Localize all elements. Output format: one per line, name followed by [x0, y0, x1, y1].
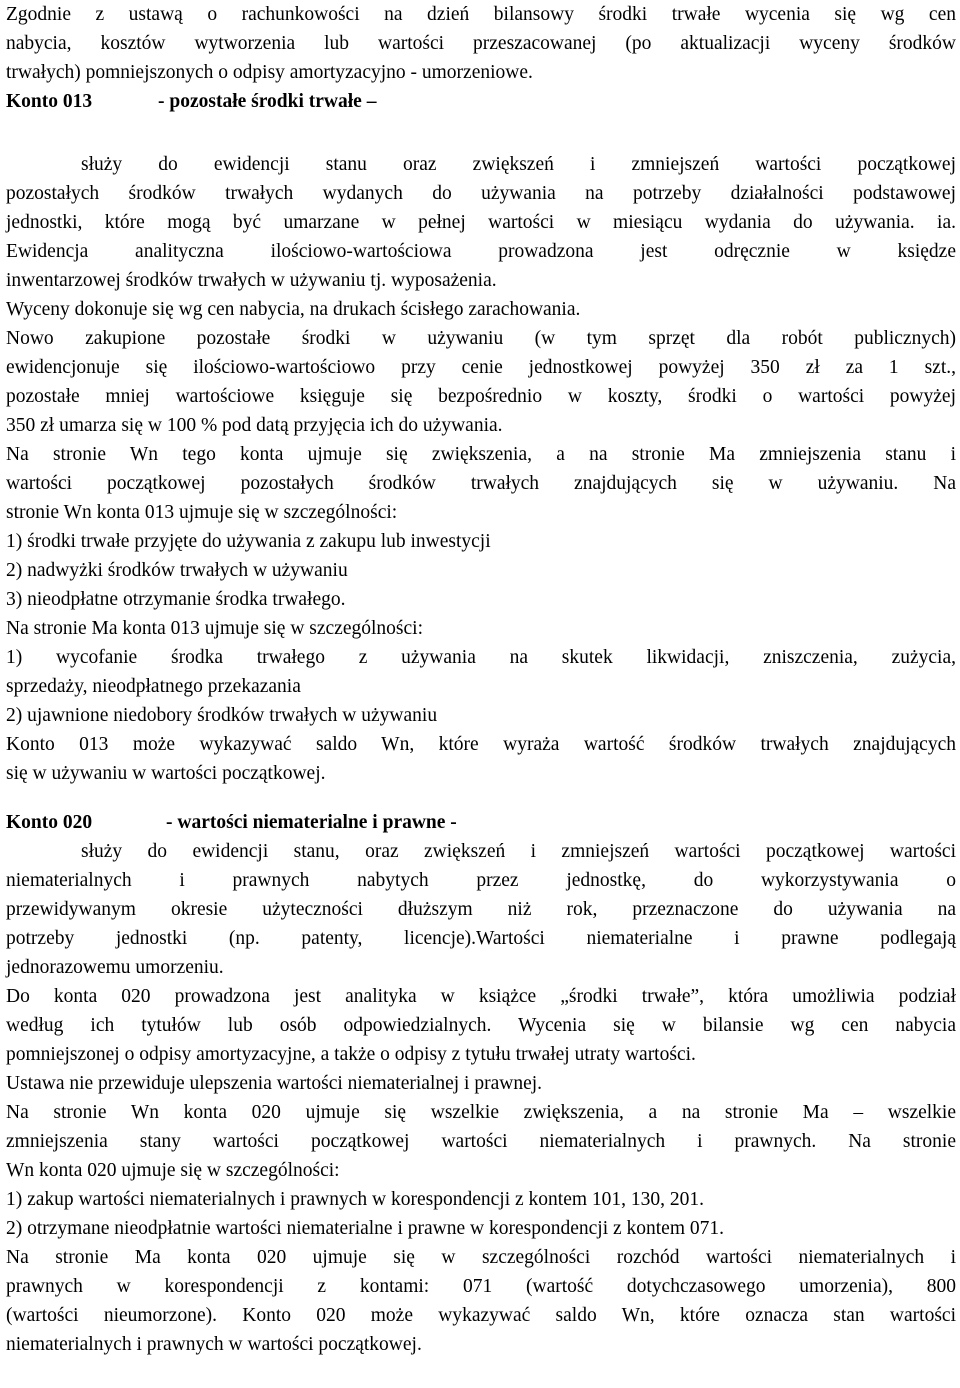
konto-020-number: Konto 020	[6, 812, 93, 833]
konto-013-title: - pozostałe środki trwałe –	[158, 91, 377, 112]
konto-020-line: prawnych w korespondencji z kontami: 071 (wartość dotychczasowego umorzenia), 800	[6, 1276, 956, 1297]
konto-020-line: jednorazowemu umorzeniu.	[6, 957, 224, 978]
document-page	[6, 0, 956, 1359]
konto-013-line: Na stronie Wn tego konta ujmuje się zwiększenia, a na stronie Ma zmniejszenia stanu i	[6, 444, 956, 465]
konto-013-line: sprzedaży, nieodpłatnego przekazania	[6, 676, 301, 697]
konto-020-line: Na stronie Wn konta 020 ujmuje się wszelkie zwiększenia, a na stronie Ma – wszelkie	[6, 1102, 956, 1123]
konto-020-line: Ustawa nie przewiduje ulepszenia wartości niematerialnej i prawnej.	[6, 1073, 543, 1094]
konto-020-title: - wartości niematerialne i prawne -	[166, 812, 457, 833]
intro-line: nabycia, kosztów wytworzenia lub wartości przeszacowanej (po aktualizacji wyceny środków	[6, 33, 956, 54]
konto-013-line: inwentarzowej środków trwałych w używaniu tj. wyposażenia.	[6, 270, 497, 291]
konto-013-line: 350 zł umarza się w 100 % pod datą przyjęcia ich do używania.	[6, 415, 503, 436]
konto-013-line: Nowo zakupione pozostałe środki w używaniu (w tym sprzęt dla robót publicznych)	[6, 328, 956, 349]
spacer	[6, 116, 956, 150]
konto-013-line: Na stronie Ma konta 013 ujmuje się w szczególności:	[6, 618, 423, 639]
konto-013-line: pozostałych środków trwałych wydanych do używania na potrzeby działalności podstawowej	[6, 183, 956, 204]
konto-013-list-item: 1) wycofanie środka trwałego z używania na skutek likwidacji, zniszczenia, zużycia,	[6, 647, 956, 668]
konto-020-line: Wn konta 020 ujmuje się w szczególności:	[6, 1160, 340, 1181]
konto-013-list-item: 3) nieodpłatne otrzymanie środka trwałego.	[6, 589, 346, 610]
konto-020-line: pomniejszonej o odpisy amortyzacyjne, a także o odpisy z tytułu trwałej utraty wartości.	[6, 1044, 696, 1065]
konto-020-heading	[6, 808, 956, 837]
konto-020-list-item: 2) otrzymane nieodpłatnie wartości niematerialne i prawne w korespondencji z kontem 071.	[6, 1218, 725, 1239]
konto-020-line: potrzeby jednostki (np. patenty, licencje).Wartości niematerialne i prawne podlegają	[6, 928, 956, 949]
konto-013-line: się w używaniu w wartości początkowej.	[6, 763, 326, 784]
konto-013-heading	[6, 87, 956, 116]
konto-013-list-item: 1) środki trwałe przyjęte do używania z zakupu lub inwestycji	[6, 531, 491, 552]
intro-line: Zgodnie z ustawą o rachunkowości na dzień bilansowy środki trwałe wycenia się wg cen	[6, 4, 956, 25]
konto-013-number: Konto 013	[6, 91, 93, 112]
konto-013-line: wartości początkowej pozostałych środków trwałych znajdujących się w używaniu. Na	[6, 473, 956, 494]
konto-020-line: niematerialnych i prawnych nabytych przez jednostkę, do wykorzystywania o	[6, 870, 956, 891]
konto-020-line: niematerialnych i prawnych w wartości początkowej.	[6, 1334, 422, 1355]
konto-013-line: pozostałe mniej wartościowe księguje się bezpośrednio w koszty, środki o wartości powyżej	[6, 386, 956, 407]
konto-020-line: Na stronie Ma konta 020 ujmuje się w szczególności rozchód wartości niematerialnych i	[6, 1247, 956, 1268]
konto-020-line: Do konta 020 prowadzona jest analityka w książce „środki trwałe”, która umożliwia podział	[6, 986, 956, 1007]
konto-013-list-item: 2) nadwyżki środków trwałych w używaniu	[6, 560, 348, 581]
konto-020-line: według ich tytułów lub osób odpowiedzialnych. Wycenia się w bilansie wg cen nabycia	[6, 1015, 956, 1036]
konto-013-line: ewidencjonuje się ilościowo-wartościowo przy cenie jednostkowej powyżej 350 zł za 1 szt.,	[6, 357, 956, 378]
konto-020-line: zmniejszenia stany wartości początkowej wartości niematerialnych i prawnych. Na stronie	[6, 1131, 956, 1152]
konto-013-line: Ewidencja analityczna ilościowo-wartościowa prowadzona jest odręcznie w księdze	[6, 241, 956, 262]
konto-013-line: stronie Wn konta 013 ujmuje się w szczególności:	[6, 502, 398, 523]
spacer	[6, 788, 956, 808]
konto-020-line: przewidywanym okresie użyteczności dłuższym niż rok, przeznaczone do używania na	[6, 899, 956, 920]
konto-020-line: służy do ewidencji stanu, oraz zwiększeń i zmniejszeń wartości początkowej wartości	[81, 841, 956, 862]
konto-013-line: jednostki, które mogą być umarzane w pełnej wartości w miesiącu wydania do używania. ia.	[6, 212, 956, 233]
konto-020-list-item: 1) zakup wartości niematerialnych i prawnych w korespondencji z kontem 101, 130, 201.	[6, 1189, 705, 1210]
konto-013-line: Konto 013 może wykazywać saldo Wn, które wyraża wartość środków trwałych znajdujących	[6, 734, 956, 755]
intro-line: trwałych) pomniejszonych o odpisy amortyzacyjno - umorzeniowe.	[6, 62, 533, 83]
konto-020-line: (wartości nieumorzone). Konto 020 może wykazywać saldo Wn, które oznacza stan wartości	[6, 1305, 956, 1326]
konto-013-line: służy do ewidencji stanu oraz zwiększeń i zmniejszeń wartości początkowej	[81, 154, 956, 175]
konto-013-list-item: 2) ujawnione niedobory środków trwałych w używaniu	[6, 705, 438, 726]
konto-013-line: Wyceny dokonuje się wg cen nabycia, na drukach ścisłego zarachowania.	[6, 299, 581, 320]
